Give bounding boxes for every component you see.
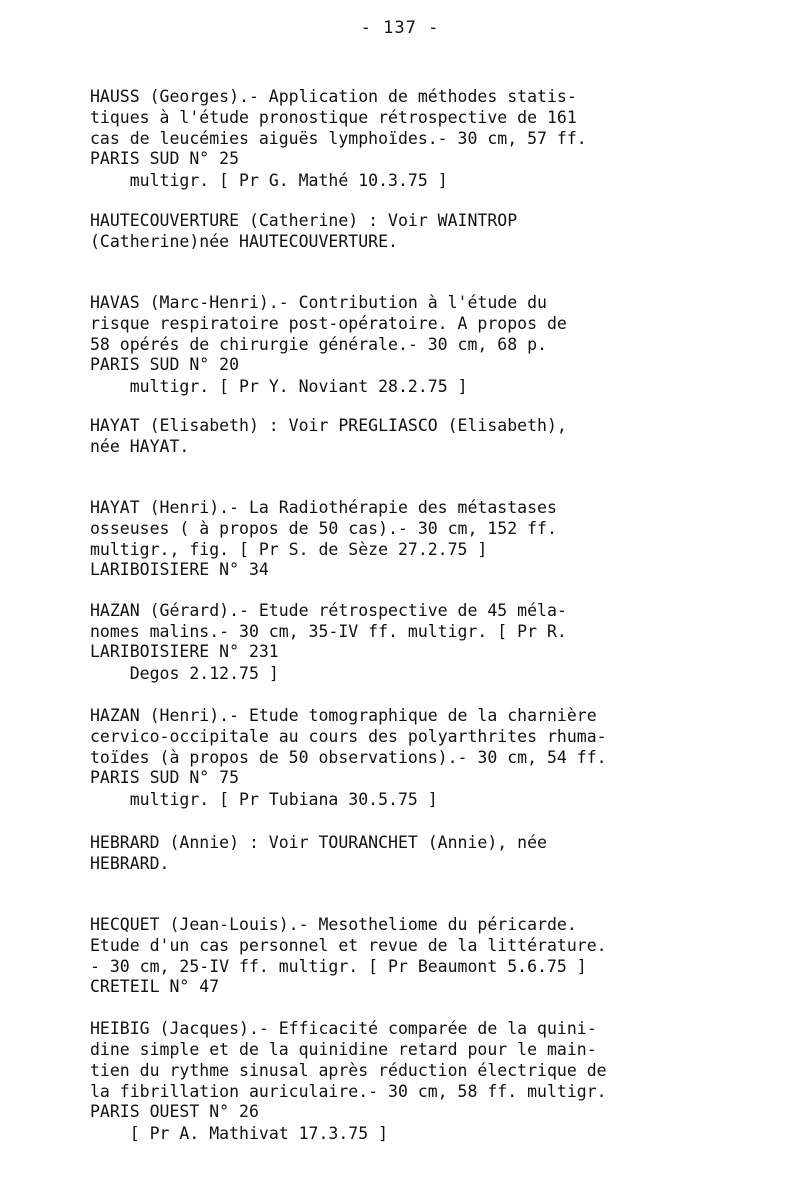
entry-line: HAYAT (Henri).- La Radiothérapie des métastases	[90, 498, 557, 517]
entry-line: - 30 cm, 25-IV ff. multigr. [ Pr Beaumont 5.6.75 ]	[90, 957, 587, 976]
entry-line-text: [ Pr A. Mathivat 17.3.75 ]	[129, 1124, 389, 1143]
entry-line: multigr., fig. [ Pr S. de Sèze 27.2.75 ]	[90, 540, 488, 559]
entry-location: PARIS SUD N° 20	[90, 355, 240, 374]
entry-line: la fibrillation auriculaire.- 30 cm, 58 ff. multigr.	[90, 1082, 607, 1101]
entry-line: (Catherine)née HAUTECOUVERTURE.	[90, 232, 398, 251]
page-number: - 137 -	[360, 18, 440, 38]
entry-line: nomes malins.- 30 cm, 35-IV ff. multigr. [ Pr R.	[90, 622, 567, 641]
entry-line: née HAYAT.	[90, 437, 190, 456]
entry-line-text: Degos 2.12.75 ]	[129, 664, 279, 683]
entry-line: tiques à l'étude pronostique rétrospective de 161	[90, 108, 577, 127]
entry-location: LARIBOISIERE N° 231	[90, 642, 279, 661]
entry-line: HECQUET (Jean-Louis).- Mesotheliome du péricarde.	[90, 915, 577, 934]
entry-line: cervico-occipitale au cours des polyarthrites rhuma-	[90, 727, 607, 746]
entry-line: HAUSS (Georges).- Application de méthodes statis-	[90, 87, 577, 106]
entry-line: 58 opérés de chirurgie générale.- 30 cm, 68 p.	[90, 335, 547, 354]
entry-line: HEIBIG (Jacques).- Efficacité comparée de la quini-	[90, 1019, 597, 1038]
entry-line-text: multigr. [ Pr G. Mathé 10.3.75 ]	[129, 171, 448, 190]
entry-line: HEBRARD (Annie) : Voir TOURANCHET (Annie), née	[90, 833, 547, 852]
entry-line: risque respiratoire post-opératoire. A propos de	[90, 314, 567, 333]
entry-line-text: multigr. [ Pr Tubiana 30.5.75 ]	[129, 790, 438, 809]
entry-line: toïdes (à propos de 50 observations).- 30 cm, 54 ff.	[90, 748, 607, 767]
entry-line: HAYAT (Elisabeth) : Voir PREGLIASCO (Elisabeth),	[90, 416, 567, 435]
entry-location: PARIS SUD N° 75	[90, 768, 240, 787]
entry-line: Etude d'un cas personnel et revue de la littérature.	[90, 936, 607, 955]
entry-location: CRETEIL N° 47	[90, 977, 220, 996]
bibliography-entry	[90, 415, 730, 457]
entry-location: PARIS SUD N° 25	[90, 149, 240, 168]
entry-line-text: multigr. [ Pr Y. Noviant 28.2.75 ]	[129, 377, 468, 396]
bibliography-entry	[90, 705, 730, 809]
entry-line: HAZAN (Gérard).- Etude rétrospective de 45 méla-	[90, 601, 567, 620]
bibliography-entry	[90, 600, 730, 683]
bibliography-entry	[90, 497, 730, 581]
bibliography-entry	[90, 86, 730, 190]
bibliography-entry	[90, 1018, 730, 1143]
entry-line: tien du rythme sinusal après réduction électrique de	[90, 1061, 607, 1080]
entry-line: HAUTECOUVERTURE (Catherine) : Voir WAINTROP	[90, 211, 518, 230]
entry-location: LARIBOISIERE N° 34	[90, 560, 269, 579]
entry-line: osseuses ( à propos de 50 cas).- 30 cm, 152 ff.	[90, 519, 557, 538]
entry-line: HAVAS (Marc-Henri).- Contribution à l'étude du	[90, 293, 547, 312]
entry-line: cas de leucémies aiguës lymphoïdes.- 30 cm, 57 ff.	[90, 129, 587, 148]
entry-line: dine simple et de la quinidine retard pour le main-	[90, 1040, 597, 1059]
entry-location: PARIS OUEST N° 26	[90, 1102, 259, 1121]
entry-line: HEBRARD.	[90, 854, 170, 873]
entry-line: HAZAN (Henri).- Etude tomographique de la charnière	[90, 706, 597, 725]
bibliography-entry	[90, 210, 730, 252]
bibliography-entry	[90, 292, 730, 396]
bibliography-entry	[90, 914, 730, 998]
bibliography-entry	[90, 832, 730, 874]
